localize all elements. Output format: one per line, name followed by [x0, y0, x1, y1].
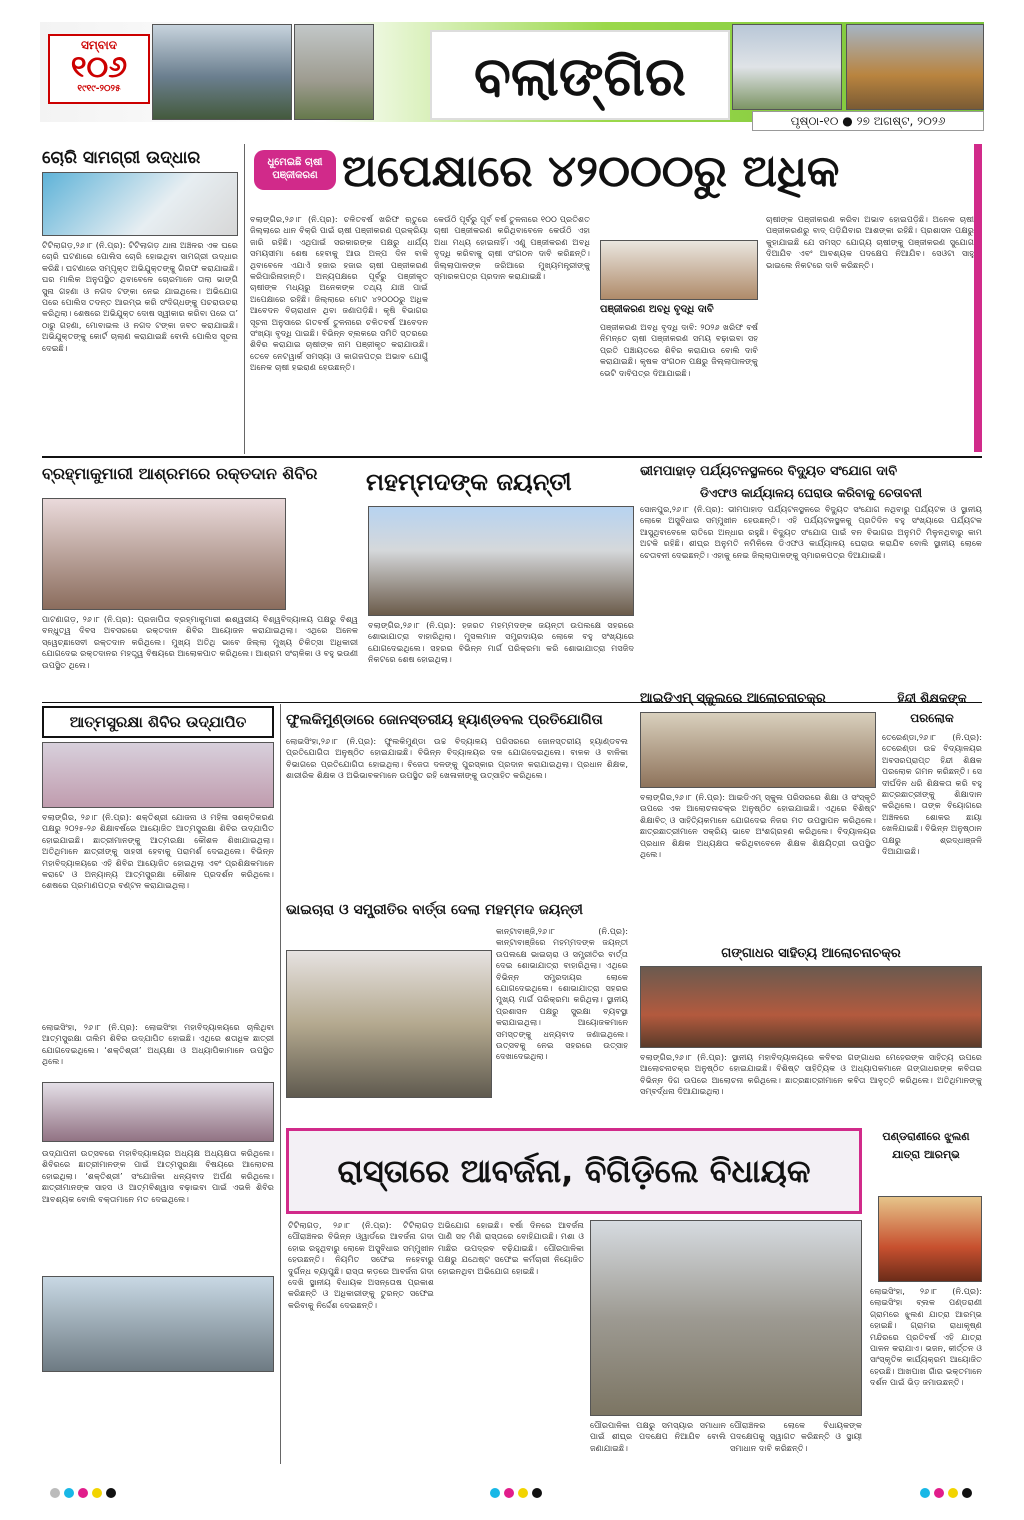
idm-body: ବଲାଙ୍ଗିର,୨୬।୮ (ନି.ପ୍ର): ଆଇଡିଏମ୍ ସ୍କୁଲ ପରିସରରେ ଶିକ୍ଷା ଓ ସଂସ୍କୃତି ଉପରେ ଏକ ଆଲୋଚନାଚକ୍ର ଅନୁଷ୍ଠିତ ହୋଇଯାଇଛି। ଏଥିରେ ବିଶିଷ୍ଟ ଶିକ୍ଷାବିତ୍ ଓ ସାହିତ୍ୟିକମାନେ ଯୋଗଦେଇ ନିଜର ମତ ଉପସ୍ଥାପନ କରିଥିଲେ। ଛାତ୍ରଛାତ୍ରୀମାନେ ସକ୍ରିୟ ଭାବେ ଅଂଶଗ୍ରହଣ କରିଥିଲେ। ବିଦ୍ୟାଳୟର ପ୍ରଧାନ ଶିକ୍ଷକ ଅଧ୍ୟକ୍ଷତା କରିଥିବାବେଳେ ଶିକ୍ଷକ ଶିକ୍ଷୟିତ୍ରୀ ଉପସ୍ଥିତ ଥିଲେ।	[640, 792, 876, 860]
waterfall-photo	[152, 24, 292, 120]
memorandum-photo	[600, 240, 758, 300]
registration-mark	[934, 1488, 944, 1498]
jhulan-headline: ପଣ୍ଡରାଣୀରେ ଝୁଲଣ ଯାତ୍ରା ଆରମ୍ଭ	[882, 1130, 970, 1161]
bhimpahad-subhead: ଡିଏଫଓ କାର୍ଯ୍ୟାଳୟ ଘେରାଉ କରିବାକୁ ଚେତାବନୀ	[699, 486, 923, 500]
self-defence-photo-2	[42, 1082, 274, 1142]
logo-number: ୧୦୬	[70, 50, 128, 85]
idm-headline: ଆଇଡିଏମ୍ ସ୍କୁଲରେ ଆଲୋଚନାଚକ୍ର	[640, 691, 826, 706]
self-defence-headline-box	[42, 706, 274, 738]
handball-headline: ଫୁଲକିମୁଣ୍ଡାରେ ଜୋନସ୍ତରୀୟ ହ୍ୟାଣ୍ଡବଲ ପ୍ରତିଯୋଗିତା	[286, 712, 603, 728]
obituary-headline: ହିନ୍ଦୀ ଶିକ୍ଷକଙ୍କ ପରଲୋକ	[897, 691, 967, 725]
lead-body-col1: ବଲାଙ୍ଗିର,୨୬।୮ (ନି.ପ୍ର): ଚଳିତବର୍ଷ ଖରିଫ ଋତୁରେ ଜିଲ୍ଲାରେ ଧାନ ବିକ୍ରି ପାଇଁ ଚାଷୀ ପଞ୍ଜୀକରଣ ପ୍ରକ୍ରିୟା ଜାରି ରହିଛି। ଏଥିପାଇଁ ସରକାରଙ୍କ ପକ୍ଷରୁ ଧାର୍ଯ୍ୟ ସମୟସୀମା ଶେଷ ହେବାକୁ ଆଉ ଅଳ୍ପ ଦିନ ବାକି ଥିବାବେଳେ ଏଯାଏଁ ହଜାର ହଜାର ଚାଷୀ ପଞ୍ଜୀକରଣ କରିପାରିନାହାନ୍ତି। ଅନ୍ୟପକ୍ଷରେ ପୂର୍ବରୁ ପଞ୍ଜୀକୃତ ଚାଷୀଙ୍କ ମଧ୍ୟରୁ ଅନେକଙ୍କ ତଥ୍ୟ ଯାଞ୍ଚ ପାଇଁ ଅପେକ୍ଷାରେ ରହିଛି। ଜିଲ୍ଲାରେ ମୋଟ ୪୨୦୦୦ରୁ ଅଧିକ ଆବେଦନ ବିଚାରାଧୀନ ଥିବା ଜଣାପଡ଼ିଛି। କୃଷି ବିଭାଗର ସୂଚନା ଅନୁସାରେ ଗତବର୍ଷ ତୁଳନାରେ ଚଳିତବର୍ଷ ଆବେଦନ ସଂଖ୍ୟା ବୃଦ୍ଧି ପାଇଛି। ବିଭିନ୍ନ ବ୍ଲକରେ ସମିତି ସ୍ତରରେ ଶିବିର କରାଯାଇ ଚାଷୀଙ୍କ ନାମ ପଞ୍ଜୀକୃତ କରାଯାଉଛି। ତେବେ ନେଟୱାର୍କ ସମସ୍ୟା ଓ କାଗଜପତ୍ର ଅଭାବ ଯୋଗୁଁ ଅନେକ ଚାଷୀ ହଇରାଣ ହେଉଛନ୍ତି।	[250, 214, 428, 373]
self-defence-body-2: ଲୋଇସିଂହା, ୨୬।୮ (ନି.ପ୍ର): ଲୋଇସିଂହା ମହାବିଦ୍ୟାଳୟରେ ଚାଲିଥିବା ଆତ୍ମସୁରକ୍ଷା ତାଲିମ ଶିବିର ଉଦ୍‌ଯାପିତ ହୋଇଛି। ଏଥିରେ ଶତାଧିକ ଛାତ୍ରୀ ଯୋଗଦେଇଥିଲେ। ‘ଶକ୍ତିଶ୍ରୀ’ ଅଧ୍ୟକ୍ଷା ଓ ଅଧ୍ୟାପିକାମାନେ ଉପସ୍ଥିତ ଥିଲେ।	[42, 1022, 274, 1067]
lead-tag-line2: ପଞ୍ଜୀକରଣ	[272, 170, 318, 181]
handball-body: ଲୋଇସିଂହା,୨୬।୮ (ନି.ପ୍ର): ଫୁଲକିମୁଣ୍ଡା ଉଚ୍ଚ ବିଦ୍ୟାଳୟ ପରିସରରେ ଜୋନସ୍ତରୀୟ ହ୍ୟାଣ୍ଡବଲ ପ୍ରତିଯୋଗିତା ଅନୁଷ୍ଠିତ ହୋଇଯାଇଛି। ବିଭିନ୍ନ ବିଦ୍ୟାଳୟର ଦଳ ଯୋଗଦେଇଥିଲେ। ବାଳକ ଓ ବାଳିକା ବିଭାଗରେ ପ୍ରତିଯୋଗିତା ହୋଇଥିଲା। ବିଜେତା ଦଳଙ୍କୁ ପୁରସ୍କାର ପ୍ରଦାନ କରାଯାଇଥିଲା। ପ୍ରଧାନ ଶିକ୍ଷକ, ଶାରୀରିକ ଶିକ୍ଷକ ଓ ଅଭିଭାବକମାନେ ଉପସ୍ଥିତ ରହି ଖେଳାଳୀଙ୍କୁ ଉତ୍ସାହିତ କରିଥିଲେ।	[286, 736, 628, 781]
obituary-body: ତେରେଣ୍ଡା,୨୬।୮ (ନି.ପ୍ର): ତେରେଣ୍ଡା ଉଚ୍ଚ ବିଦ୍ୟାଳୟର ଅବସରପ୍ରାପ୍ତ ହିନ୍ଦୀ ଶିକ୍ଷକ ପରଲୋକ ଗମନ କରିଛନ୍ତି। ସେ ଦୀର୍ଘଦିନ ଧରି ଶିକ୍ଷକତା କରି ବହୁ ଛାତ୍ରଛାତ୍ରୀଙ୍କୁ ଶିକ୍ଷାଦାନ କରିଥିଲେ। ତାଙ୍କ ବିୟୋଗରେ ଅଞ୍ଚଳରେ ଶୋକର ଛାୟା ଖେଳିଯାଇଛି। ବିଭିନ୍ନ ଅନୁଷ୍ଠାନ ପକ୍ଷରୁ ଶ୍ରଦ୍ଧାଞ୍ଜଳି ଦିଆଯାଇଛି।	[882, 732, 982, 857]
column-divider	[244, 144, 245, 454]
jhulan-dateline	[870, 1168, 982, 1198]
registration-mark	[532, 1488, 542, 1498]
idm-seminar-photo	[640, 712, 876, 788]
gangadhar-headline: ଗଙ୍ଗାଧର ସାହିତ୍ୟ ଆଲୋଚନାଚକ୍ର	[721, 946, 901, 961]
brotherhood-headline: ଭାଇଚାରା ଓ ସମ୍ପ୍ରୀତିର ବାର୍ତ୍ତା ଦେଲା ମହମ୍ମଦ ଜୟନ୍ତୀ	[286, 902, 583, 918]
lead-tag-line1: ଧୁମେଇଛି ଚାଷୀ	[267, 157, 323, 168]
jayanti-headline: ମହମ୍ମଦଙ୍କ ଜୟନ୍ତୀ	[366, 468, 572, 496]
shaktishree-photo	[42, 1276, 274, 1372]
registration-mark	[490, 1488, 500, 1498]
gangadhar-seminar-photo	[640, 966, 982, 1048]
jayanti-procession-photo	[368, 506, 634, 616]
blood-donation-headline: ବ୍ରହ୍ମାକୁମାରୀ ଆଶ୍ରମରେ ରକ୍ତଦାନ ଶିବିର	[42, 464, 318, 483]
garbage-body-col1: ଟିଟିଲାଗଡ଼, ୨୬।୮ (ନି.ପ୍ର): ଟିଟିଲାଗଡ଼ ପୌରାଞ୍ଚଳର ବିଭିନ୍ନ ଓ୍ୱାର୍ଡରେ ଆବର୍ଜନା ଗଦା ହୋଇ ରହୁଥିବାରୁ ଲୋକେ ଅସୁବିଧାର ସମ୍ମୁଖୀନ ହେଉଛନ୍ତି। ନିୟମିତ ସଫେଇ ନହେବାରୁ ଦୁର୍ଗନ୍ଧ ବ୍ୟାପୁଛି। ରାସ୍ତା କଡ଼ରେ ଆବର୍ଜନା ଗଦା ଦେଖି ସ୍ଥାନୀୟ ବିଧାୟକ ଅସନ୍ତୋଷ ପ୍ରକାଶ କରିଛନ୍ତି ଓ ଅଧିକାରୀଙ୍କୁ ତୁରନ୍ତ ସଫେଇ କରିବାକୁ ନିର୍ଦ୍ଦେଶ ଦେଇଛନ୍ତି।	[288, 1220, 434, 1310]
self-defence-headline: ଆତ୍ମସୁରକ୍ଷା ଶିବିର ଉଦ୍‌ଯାପିତ	[69, 713, 247, 731]
lead-body-col3: ପଞ୍ଜୀକରଣ ଅବଧି ବୃଦ୍ଧି ଦାବି: ୨୦୨୬ ଖରିଫ ବର୍ଷ ନିମନ୍ତେ ଚାଷୀ ପଞ୍ଜୀକରଣ ସମୟ ବଢ଼ାଇବା ସହ ପ୍ରତି ପଞ୍ଚାୟତରେ ଶିବିର କରାଯାଉ ବୋଲି ଦାବି କରାଯାଇଛି। କୃଷକ ସଂଗଠନ ପକ୍ଷରୁ ଜିଲ୍ଲାପାଳଙ୍କୁ ଭେଟି ଦାବିପତ୍ର ଦିଆଯାଇଛି।	[600, 322, 758, 378]
samaja-logo	[48, 34, 150, 104]
jayanti-body: ବଲାଙ୍ଗିର,୨୬।୮ (ନି.ପ୍ର): ହଜରତ ମହମ୍ମଦଙ୍କ ଜୟନ୍ତୀ ଉପଲକ୍ଷେ ସହରରେ ଶୋଭାଯାତ୍ରା ବାହାରିଥିଲା। ମୁସଲମାନ ସମ୍ପ୍ରଦାୟର ଲୋକେ ବହୁ ସଂଖ୍ୟାରେ ଯୋଗଦେଇଥିଲେ। ସହରର ବିଭିନ୍ନ ମାର୍ଗ ପରିକ୍ରମା କରି ଶୋଭାଯାତ୍ରା ମସଜିଦ ନିକଟରେ ଶେଷ ହୋଇଥିଲା।	[368, 620, 634, 665]
lead-body-col4: ଚାଷୀଙ୍କ ପଞ୍ଜୀକରଣ କରିବା ଅଭାବ ହୋଇପଡ଼ିଛି। ଅନେକ ଚାଷୀ ପଞ୍ଜୀକରଣରୁ ବାଦ୍ ପଡ଼ିଯିବାର ଆଶଙ୍କା ରହିଛି। ପ୍ରଶାସନ ପକ୍ଷରୁ କୁହାଯାଇଛି ଯେ ସମସ୍ତ ଯୋଗ୍ୟ ଚାଷୀଙ୍କୁ ପଞ୍ଜୀକରଣ ସୁଯୋଗ ଦିଆଯିବ ଏବଂ ଆବଶ୍ୟକ ପଦକ୍ଷେପ ନିଆଯିବ। ସେଓଟା ସାହୁ ଭାଇଲେ ନିକଟରେ ଦାବି କରିଛନ୍ତି।	[766, 214, 974, 270]
garbage-headline: ରାସ୍ତାରେ ଆବର୍ଜନା, ବିଗିଡ଼ିଲେ ବିଧାୟକ	[337, 1152, 811, 1190]
column-divider	[280, 704, 281, 1464]
registration-mark	[504, 1488, 514, 1498]
page-number-date: ପୃଷ୍ଠା-୧୦ ● ୨୭ ଅଗଷ୍ଟ, ୨୦୨୬	[752, 111, 984, 131]
jhulan-deity-photo	[878, 1196, 982, 1282]
lead-subhead: ପଞ୍ଜୀକରଣ ଅବଧି ବୃଦ୍ଧି ଦାବି	[600, 304, 714, 315]
bhimpahad-headline: ଭୀମପାହାଡ଼ ପର୍ଯ୍ୟଟନସ୍ଥଳରେ ବିଦ୍ୟୁତ ସଂଯୋଗ ଦାବି	[640, 464, 898, 479]
temple-photo	[294, 24, 374, 120]
recovered-items-photo	[42, 172, 238, 236]
registration-mark	[962, 1488, 972, 1498]
brotherhood-body: କାନ୍ଟାବାଞ୍ଜି,୨୬।୮ (ନି.ପ୍ର): କାନ୍ଟାବାଞ୍ଜିରେ ମହମ୍ମଦଙ୍କ ଜୟନ୍ତୀ ଉପଲକ୍ଷେ ଭାଇଚାରା ଓ ସମ୍ପ୍ରୀତିର ବାର୍ତ୍ତା ଦେଇ ଶୋଭାଯାତ୍ରା ବାହାରିଥିଲା। ଏଥିରେ ବିଭିନ୍ନ ସମ୍ପ୍ରଦାୟର ଲୋକେ ଯୋଗଦେଇଥିଲେ। ଶୋଭାଯାତ୍ରା ସହରର ମୁଖ୍ୟ ମାର୍ଗ ପରିକ୍ରମା କରିଥିଲା। ସ୍ଥାନୀୟ ପ୍ରଶାସନ ପକ୍ଷରୁ ସୁରକ୍ଷା ବ୍ୟବସ୍ଥା କରାଯାଇଥିଲା। ଆୟୋଜକମାନେ ସମସ୍ତଙ୍କୁ ଧନ୍ୟବାଦ ଜଣାଇଥିଲେ। ଉତ୍ସବକୁ ନେଇ ସହରରେ ଉତ୍ସାହ ଦେଖାଦେଇଥିଲା।	[496, 926, 628, 1062]
self-defence-photo	[42, 742, 274, 808]
registration-mark	[920, 1488, 930, 1498]
shrine-photo	[732, 24, 842, 110]
logo-years: ୧୯୧୯-୨୦୨୫	[77, 84, 121, 94]
garbage-body-col3: ପୌରପାଳିକା ପକ୍ଷରୁ ସମସ୍ୟାର ସମାଧାନ ପାଇଁ ଶୀଘ୍ର ପଦକ୍ଷେପ ନିଆଯିବ ବୋଲି ଜଣାଯାଇଛି।	[590, 1420, 726, 1453]
garbage-body-col2: ଅଭିଯୋଗ ହୋଇଛି। ବର୍ଷା ଦିନରେ ଆବର୍ଜନା ପାଣି ସହ ମିଶି ରାସ୍ତାରେ ବୋହିଯାଉଛି। ମଶା ଓ ମାଛିର ଉପଦ୍ରବ ବଢ଼ିଯାଇଛି। ପୌରପାଳିକା ପକ୍ଷରୁ ଯଥେଷ୍ଟ ସଫେଇ କର୍ମଚାରୀ ନିୟୋଜିତ ହୋଇନଥିବା ଅଭିଯୋଗ ହୋଇଛି।	[438, 1220, 584, 1276]
section-rule	[42, 456, 982, 458]
page-section-title: ବଲାଙ୍ଗିର	[430, 30, 730, 120]
lead-headline: ଅପେକ୍ଷାରେ ୪୨୦୦୦ରୁ ଅଧିକ	[342, 146, 840, 197]
gangadhar-body: ବଲାଙ୍ଗିର,୨୬।୮ (ନି.ପ୍ର): ସ୍ଥାନୀୟ ମହାବିଦ୍ୟାଳୟରେ କବିବର ଗଙ୍ଗାଧର ମେହେରଙ୍କ ସାହିତ୍ୟ ଉପରେ ଆଲୋଚନାଚକ୍ର ଅନୁଷ୍ଠିତ ହୋଇଯାଇଛି। ବିଶିଷ୍ଟ ସାହିତ୍ୟିକ ଓ ଅଧ୍ୟାପକମାନେ ଗଙ୍ଗାଧରଙ୍କ କବିତାର ବିଭିନ୍ନ ଦିଗ ଉପରେ ଆଲୋଚନା କରିଥିଲେ। ଛାତ୍ରଛାତ୍ରୀମାନେ କବିତା ଆବୃତ୍ତି କରିଥିଲେ। ଅତିଥିମାନଙ୍କୁ ସମ୍ବର୍ଦ୍ଧନା ଦିଆଯାଇଥିଲା।	[640, 1052, 982, 1097]
registration-mark	[106, 1488, 116, 1498]
theft-recovery-body: ଟିଟିଲାଗଡ଼,୨୬।୮ (ନି.ପ୍ର): ଟିଟିଲାଗଡ଼ ଥାନା ଅଞ୍ଚଳର ଏକ ଘରେ ଚୋରି ଘଟଣାରେ ପୋଲିସ ଚୋରି ହୋଇଥିବା ସାମଗ୍ରୀ ଉଦ୍ଧାର କରିଛି। ଘଟଣାରେ ସମ୍ପୃକ୍ତ ଅଭିଯୁକ୍ତଙ୍କୁ ଗିରଫ କରାଯାଇଛି। ଘର ମାଲିକ ଅନୁପସ୍ଥିତ ଥିବାବେଳେ ଚୋରମାନେ ତାଲା ଭାଙ୍ଗି ସୁନା ଗହଣା ଓ ନଗଦ ଟଙ୍କା ନେଇ ଯାଇଥିଲେ। ଅଭିଯୋଗ ପରେ ପୋଲିସ ତଦନ୍ତ ଆରମ୍ଭ କରି ସଂଦିଗ୍ଧଙ୍କୁ ପଚରାଉଚରା କରିଥିଲା। ଶେଷରେ ଅଭିଯୁକ୍ତ ଦୋଷ ସ୍ୱୀକାର କରିବା ପରେ ତା’ ଠାରୁ ଗହଣା, ମୋବାଇଲ ଓ ନଗଦ ଟଙ୍କା ଜବତ କରାଯାଇଛି। ଅଭିଯୁକ୍ତଙ୍କୁ କୋର୍ଟ ଚାଲାଣ କରାଯାଇଛି ବୋଲି ପୋଲିସ ସୂଚନା ଦେଇଛି।	[42, 240, 238, 353]
registration-mark	[518, 1488, 528, 1498]
garbage-headline-box	[286, 1128, 862, 1214]
registration-mark	[78, 1488, 88, 1498]
lead-story-tag	[254, 150, 336, 190]
lead-body-col2: କେଉଁଠି ପୂର୍ବରୁ ପୂର୍ବ ବର୍ଷ ତୁଳନାରେ ୧୦୦ ପ୍ରତିଶତ ଚାଷୀ ପଞ୍ଜୀକରଣ କରିଥିବାବେଳେ କେଉଁଠି ଏହା ଅଧା ମଧ୍ୟ ହୋଇନାହିଁ। ଏଣୁ ପଞ୍ଜୀକରଣ ଅବଧି ବୃଦ୍ଧି କରିବାକୁ ଚାଷୀ ସଂଗଠନ ଦାବି କରିଛନ୍ତି। ଜିଲ୍ଲାପାଳଙ୍କ ଜରିଆରେ ମୁଖ୍ୟମନ୍ତ୍ରୀଙ୍କୁ ସ୍ମାରକପତ୍ର ପ୍ରଦାନ କରାଯାଇଛି।	[434, 214, 590, 282]
jhulan-body: ଲୋଇସିଂହା, ୨୬।୮ (ନି.ପ୍ର): ଲୋଇସିଂହା ବ୍ଲକ ପଣ୍ଡରାଣୀ ଗ୍ରାମରେ ଝୁଲଣ ଯାତ୍ରା ଆରମ୍ଭ ହୋଇଛି। ଗ୍ରାମର ରାଧାକୃଷ୍ଣ ମନ୍ଦିରରେ ପ୍ରତିବର୍ଷ ଏହି ଯାତ୍ରା ପାଳନ କରାଯାଏ। ଭଜନ, କୀର୍ତ୍ତନ ଓ ସାଂସ୍କୃତିକ କାର୍ଯ୍ୟକ୍ରମ ଆୟୋଜିତ ହେଉଛି। ଆଖପାଖ ଗାଁର ଭକ୍ତମାନେ ଦର୍ଶନ ପାଇଁ ଭିଡ଼ ଜମାଉଛନ୍ତି।	[870, 1286, 982, 1388]
registration-mark	[50, 1488, 60, 1498]
registration-mark	[948, 1488, 958, 1498]
self-defence-body: ବଲାଙ୍ଗିର, ୨୬।୮ (ନି.ପ୍ର): ଶକ୍ତିଶ୍ରୀ ଯୋଜନା ଓ ମହିଳା ସଶକ୍ତିକରଣ ପକ୍ଷରୁ ୨୦୨୫-୨୬ ଶିକ୍ଷାବର୍ଷରେ ଆୟୋଜିତ ଆତ୍ମସୁରକ୍ଷା ଶିବିର ଉଦ୍‌ଯାପିତ ହୋଇଯାଇଛି। ଛାତ୍ରୀମାନଙ୍କୁ ଆତ୍ମରକ୍ଷା କୌଶଳ ଶିଖାଯାଇଥିଲା। ଅତିଥିମାନେ ଛାତ୍ରୀଙ୍କୁ ସାହସୀ ହେବାକୁ ପରାମର୍ଶ ଦେଇଥିଲେ। ବିଭିନ୍ନ ମହାବିଦ୍ୟାଳୟରେ ଏହି ଶିବିର ଆୟୋଜିତ ହୋଇଥିଲା ଏବଂ ପ୍ରଶିକ୍ଷକମାନେ କରାଟେ ଓ ଅନ୍ୟାନ୍ୟ ଆତ୍ମସୁରକ୍ଷା କୌଶଳ ପ୍ରଦର୍ଶନ କରିଥିଲେ। ଶେଷରେ ପ୍ରମାଣପତ୍ର ବଣ୍ଟନ କରାଯାଇଥିଲା।	[42, 812, 274, 891]
palace-photo	[846, 24, 984, 110]
garbage-body-col4: ପୌରାଞ୍ଚଳର ଲୋକେ ବିଧାୟକଙ୍କ ପଦକ୍ଷେପକୁ ସ୍ୱାଗତ କରିଛନ୍ତି ଓ ସ୍ଥାୟୀ ସମାଧାନ ଦାବି କରିଛନ୍ତି।	[730, 1420, 862, 1453]
blood-donation-photo	[42, 498, 286, 610]
registration-mark	[64, 1488, 74, 1498]
logo-brand-line: ସମ୍ବାଦ	[81, 38, 117, 52]
registration-mark	[92, 1488, 102, 1498]
self-defence-body-3: ଉଦ୍‌ଯାପନୀ ଉତ୍ସବରେ ମହାବିଦ୍ୟାଳୟର ଅଧ୍ୟକ୍ଷ ଅଧ୍ୟକ୍ଷତା କରିଥିଲେ। ଶିବିରରେ ଛାତ୍ରୀମାନଙ୍କ ପାଇଁ ଆତ୍ମସୁରକ୍ଷା ବିଷୟରେ ଆଲୋଚନା ହୋଇଥିଲା। ‘ଶକ୍ତିଶ୍ରୀ’ ସଂଯୋଜିକା ଧନ୍ୟବାଦ ଅର୍ପଣ କରିଥିଲେ। ଛାତ୍ରୀମାନଙ୍କ ସାହସ ଓ ଆତ୍ମବିଶ୍ୱାସ ବଢ଼ାଇବା ପାଇଁ ଏଭଳି ଶିବିର ଆବଶ୍ୟକ ବୋଲି ବକ୍ତାମାନେ ମତ ଦେଇଥିଲେ।	[42, 1148, 274, 1204]
lead-accent-bar	[974, 144, 982, 452]
brotherhood-procession-photo	[286, 950, 492, 1098]
bhimpahad-body: ସୋନପୁର,୨୬।୮ (ନି.ପ୍ର): ଭୀମପାହାଡ଼ ପର୍ଯ୍ୟଟନସ୍ଥଳରେ ବିଦ୍ୟୁତ ସଂଯୋଗ ନଥିବାରୁ ପର୍ଯ୍ୟଟକ ଓ ସ୍ଥାନୀୟ ଲୋକେ ଅସୁବିଧାର ସମ୍ମୁଖୀନ ହେଉଛନ୍ତି। ଏହି ପର୍ଯ୍ୟଟନସ୍ଥଳକୁ ପ୍ରତିଦିନ ବହୁ ସଂଖ୍ୟାରେ ପର୍ଯ୍ୟଟକ ଆସୁଥିବାବେଳେ ରାତିରେ ଅନ୍ଧାର ରହୁଛି। ବିଦ୍ୟୁତ ସଂଯୋଗ ପାଇଁ ବନ ବିଭାଗର ଅନୁମତି ମିଳୁନଥିବାରୁ କାମ ଅଟକି ରହିଛି। ଶୀଘ୍ର ଅନୁମତି ନମିଳିଲେ ଡିଏଫଓ କାର୍ଯ୍ୟାଳୟ ଘେରାଉ କରାଯିବ ବୋଲି ସ୍ଥାନୀୟ ଲୋକେ ଚେତାବନୀ ଦେଇଛନ୍ତି। ଏହାକୁ ନେଇ ଜିଲ୍ଲାପାଳଙ୍କୁ ସ୍ମାରକପତ୍ର ଦିଆଯାଇଛି।	[640, 504, 982, 560]
blood-donation-body: ପାଟଣାଗଡ଼, ୨୬।୮ (ନି.ପ୍ର): ପ୍ରଜାପିତା ବ୍ରହ୍ମାକୁମାରୀ ଈଶ୍ୱରୀୟ ବିଶ୍ୱବିଦ୍ୟାଳୟ ପକ୍ଷରୁ ବିଶ୍ୱ ବନ୍ଧୁତ୍ୱ ଦିବସ ଅବସରରେ ରକ୍ତଦାନ ଶିବିର ଆୟୋଜନ କରାଯାଇଥିଲା। ଏଥିରେ ଅନେକ ସ୍ୱେଚ୍ଛାସେବୀ ରକ୍ତଦାନ କରିଥିଲେ। ମୁଖ୍ୟ ଅତିଥି ଭାବେ ଜିଲ୍ଲା ମୁଖ୍ୟ ଚିକିତ୍ସା ଅଧିକାରୀ ଯୋଗଦେଇ ରକ୍ତଦାନର ମହତ୍ତ୍ୱ ବିଷୟରେ ଆଲୋକପାତ କରିଥିଲେ। ଆଶ୍ରମ ସଂଚାଳିକା ଓ ବହୁ ଭଉଣୀ ଉପସ୍ଥିତ ଥିଲେ।	[42, 614, 358, 670]
garbage-road-photo	[590, 1220, 862, 1416]
theft-recovery-headline: ଚୋରି ସାମଗ୍ରୀ ଉଦ୍ଧାର	[42, 148, 201, 168]
